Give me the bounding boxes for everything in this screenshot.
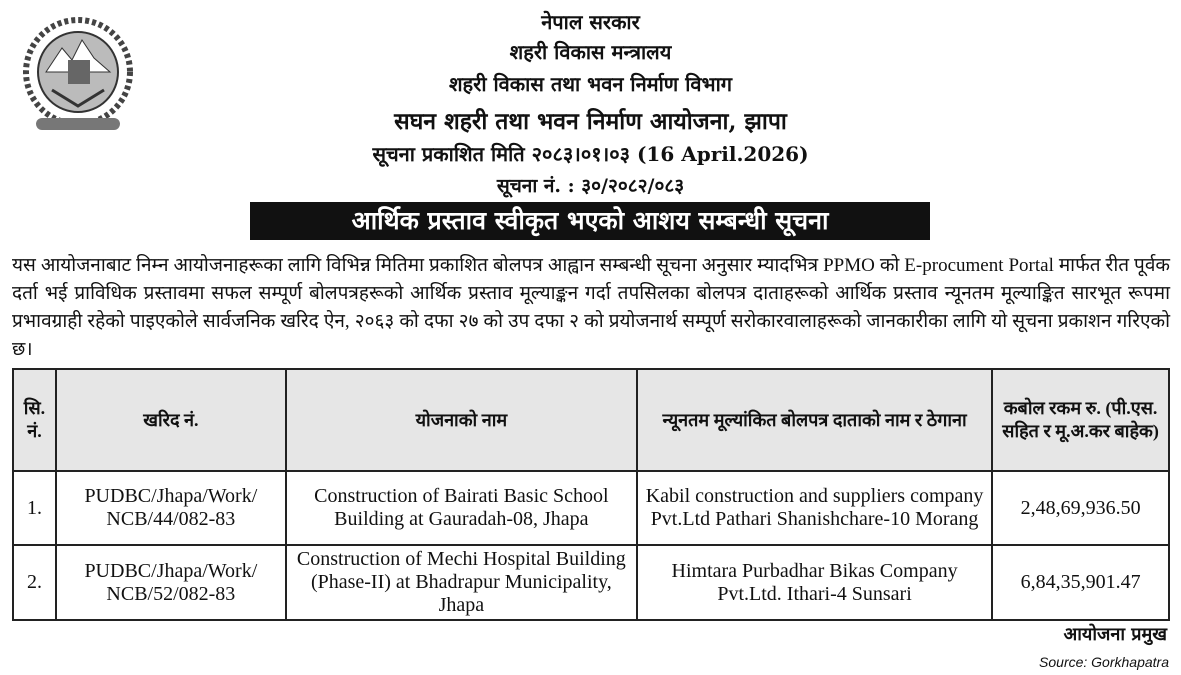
header-government: नेपाल सरकार [541, 10, 640, 34]
col-bidder: न्यूनतम मूल्यांकित बोलपत्र दाताको नाम र ठेगाना [637, 369, 992, 471]
header-project: सघन शहरी तथा भवन निर्माण आयोजना, झापा [394, 108, 787, 135]
header-department: शहरी विकास तथा भवन निर्माण विभाग [448, 72, 733, 96]
serial: 1. [13, 471, 56, 545]
amount: 6,84,35,901.47 [992, 545, 1169, 620]
bid-table [12, 368, 1170, 621]
publish-date: सूचना प्रकाशित मिति २०८३।०१।०३ (16 April.2026) [372, 142, 809, 166]
col-serial: सि. नं. [13, 369, 56, 471]
table-row [13, 545, 1169, 620]
col-amount: कबोल रकम रु. (पी.एस. सहित र मू.अ.कर बाहेक) [992, 369, 1169, 471]
project-name: Construction of Mechi Hospital Building (Phase-II) at Bhadrapur Municipality, Jhapa [286, 545, 637, 620]
project-name: Construction of Bairati Basic School Building at Gauradah-08, Jhapa [286, 471, 637, 545]
table-row [13, 471, 1169, 545]
source-credit: Source: Gorkhapatra [1039, 654, 1169, 670]
bidder: Himtara Purbadhar Bikas Company Pvt.Ltd. Ithari-4 Sunsari [637, 545, 992, 620]
col-project-name: योजनाको नाम [286, 369, 637, 471]
notice-title-banner: आर्थिक प्रस्ताव स्वीकृत भएको आशय सम्बन्धी सूचना [250, 202, 930, 240]
header-ministry: शहरी विकास मन्त्रालय [509, 40, 672, 64]
procurement-no: PUDBC/Jhapa/Work/ NCB/52/082-83 [56, 545, 286, 620]
serial: 2. [13, 545, 56, 620]
signature-project-chief: आयोजना प्रमुख [1063, 624, 1167, 645]
procurement-no: PUDBC/Jhapa/Work/ NCB/44/082-83 [56, 471, 286, 545]
notice-number: सूचना नं. : ३०/२०८२/०८३ [496, 175, 685, 197]
bidder: Kabil construction and suppliers company Pvt.Ltd Pathari Shanishchare-10 Morang [637, 471, 992, 545]
col-procurement-no: खरिद नं. [56, 369, 286, 471]
table-header-row [13, 369, 1169, 471]
amount: 2,48,69,936.50 [992, 471, 1169, 545]
notice-paragraph: यस आयोजनाबाट निम्न आयोजनाहरूका लागि विभिन्न मितिमा प्रकाशित बोलपत्र आह्वान सम्बन्धी सूचना अनुसार म्यादभित्र PPMO को E-procument Portal मार्फत रीत पूर्वक दर्ता भई प्राविधिक प्रस्तावमा सफल सम्पूर्ण बोलपत्रहरूको आर्थिक प्रस्ताव मूल्याङ्कन गर्दा तपसिलका बोलपत्र दाताहरूको आर्थिक प्रस्ताव न्यूनतम मूल्याङ्कित सारभूत रूपमा प्रभावग्राही रहेको पाइएकोले सार्वजनिक खरिद ऐन, २०६३ को दफा २७ को उप दफा २ को प्रयोजनार्थ सम्पूर्ण सरोकारवालाहरूको जानकारीका लागि यो सूचना प्रकाशन गरिएको छ। [12, 255, 1170, 360]
